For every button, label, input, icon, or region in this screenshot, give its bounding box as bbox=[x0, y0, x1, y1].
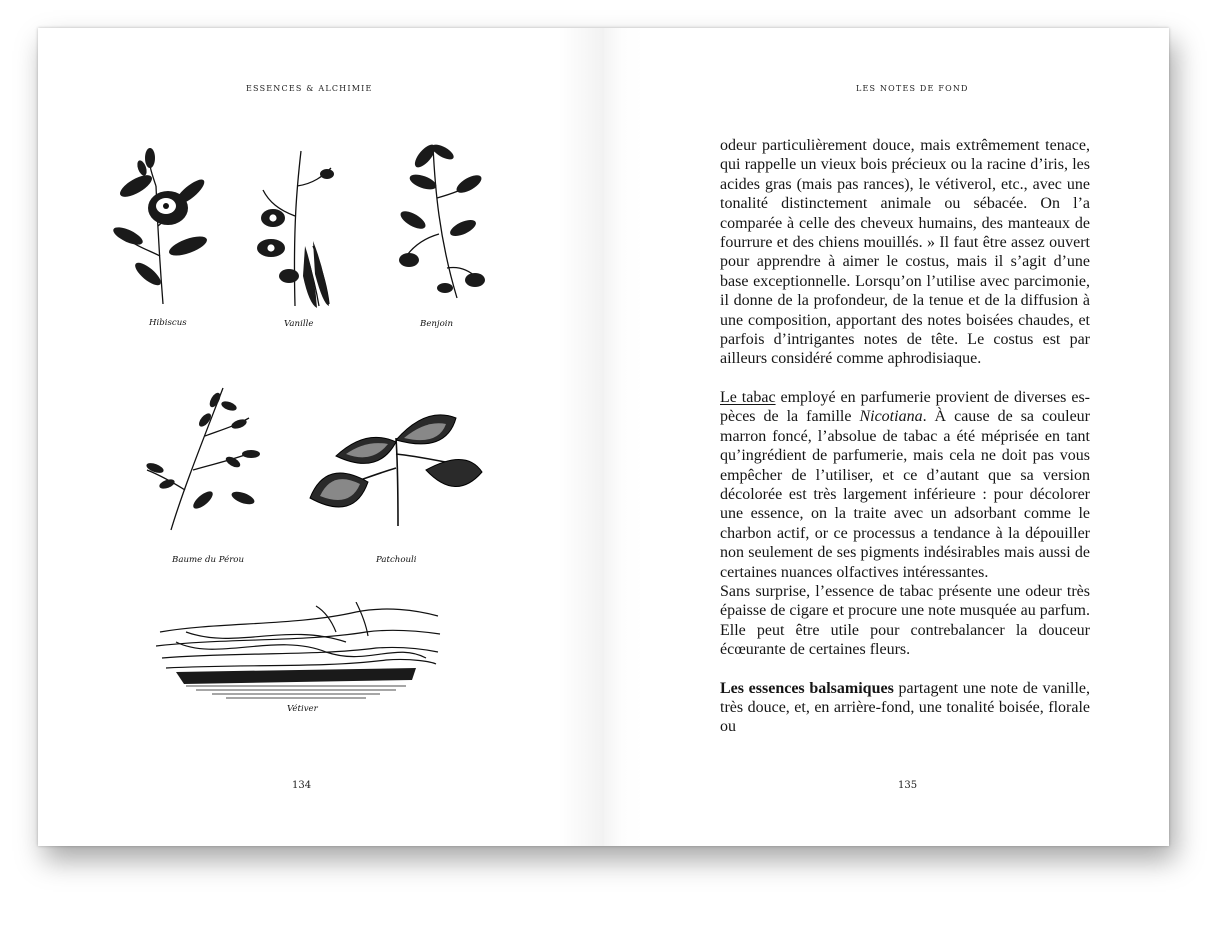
peru-balsam-illustration bbox=[143, 380, 263, 535]
term-le-tabac: Le tabac bbox=[720, 388, 776, 406]
caption-vanille: Vanille bbox=[284, 319, 314, 329]
caption-hibiscus: Hibiscus bbox=[149, 318, 187, 328]
caption-patchouli: Patchouli bbox=[376, 555, 417, 565]
paragraph-tabac: Le tabac employé en parfumerie provient de diverses espèces de la famille Nicotiana. À cause de sa couleur marron foncé, l’absolue de tabac a été méprisée en tant qu’ingrédient de parfumerie, mais cela ne doit pas vous empêcher de l’utiliser, et ce d’autant que sa version décolorée est très largement inférieure : pour décolorer une essence, on la traite avec un adsorbant comme le charbon actif, or ce processus a tendance à la dépouiller non seulement de ses pigments indésirables mais aussi de certaines nuances olfactives intéressantes. bbox=[720, 388, 1090, 581]
paragraph-costus: odeur particulièrement douce, mais extrêmement tenace, qui rappelle un vieux bois précieux ou la racine d’iris, les acides gras (mais pas rances), le vétiverol, etc., avec une tonalité distinctement animale ou sébacée. On l’a comparée à celle des cheveux humains, des manteaux de fourrure et des chiens mouillés. » Il faut être assez ouvert pour apprendre à aimer le costus, mais il s’agit d’une base exceptionnelle. Lorsqu’on l’utilise avec parcimonie, il donne de la profondeur, de la tenue et de la diffusion à une composition, apportant des notes boisées chaudes, et parfois d’intrigantes notes de tête. Le costus est par ailleurs considéré comme aphrodisiaque. bbox=[720, 137, 1090, 368]
running-head-right: LES NOTES DE FOND bbox=[856, 84, 969, 93]
term-essences-balsamiques: Les essences balsamiques bbox=[720, 679, 894, 697]
caption-baume-du-perou: Baume du Pérou bbox=[172, 555, 245, 565]
left-page bbox=[38, 28, 604, 846]
caption-vetiver: Vétiver bbox=[287, 704, 318, 714]
running-head-left: ESSENCES & ALCHIMIE bbox=[246, 84, 373, 93]
spine-shadow bbox=[558, 28, 604, 846]
page-number-right: 135 bbox=[898, 780, 918, 791]
right-page bbox=[604, 28, 1169, 846]
book-spread bbox=[38, 28, 1169, 846]
vetiver-illustration bbox=[156, 602, 441, 702]
page-number-left: 134 bbox=[292, 780, 312, 791]
body-text bbox=[720, 136, 1090, 737]
paragraph-balsamiques: Les essences balsamiques partagent une note de vanille, très douce, et, en arrière-fond, une tonalité boisée, florale ou bbox=[720, 679, 1091, 736]
paragraph-tabac-odeur: Sans surprise, l’essence de tabac présente une odeur très épaisse de cigare et procure une note musquée au parfum. Elle peut être utile pour contrebalancer la douceur écœurante de certaines fleurs. bbox=[720, 582, 1090, 659]
caption-benjoin: Benjoin bbox=[420, 319, 454, 329]
hibiscus-illustration bbox=[108, 146, 218, 306]
benzoin-illustration bbox=[383, 138, 493, 308]
vanilla-illustration bbox=[243, 146, 353, 311]
patchouli-illustration bbox=[306, 398, 486, 528]
term-nicotiana: Nicotiana bbox=[859, 408, 923, 426]
